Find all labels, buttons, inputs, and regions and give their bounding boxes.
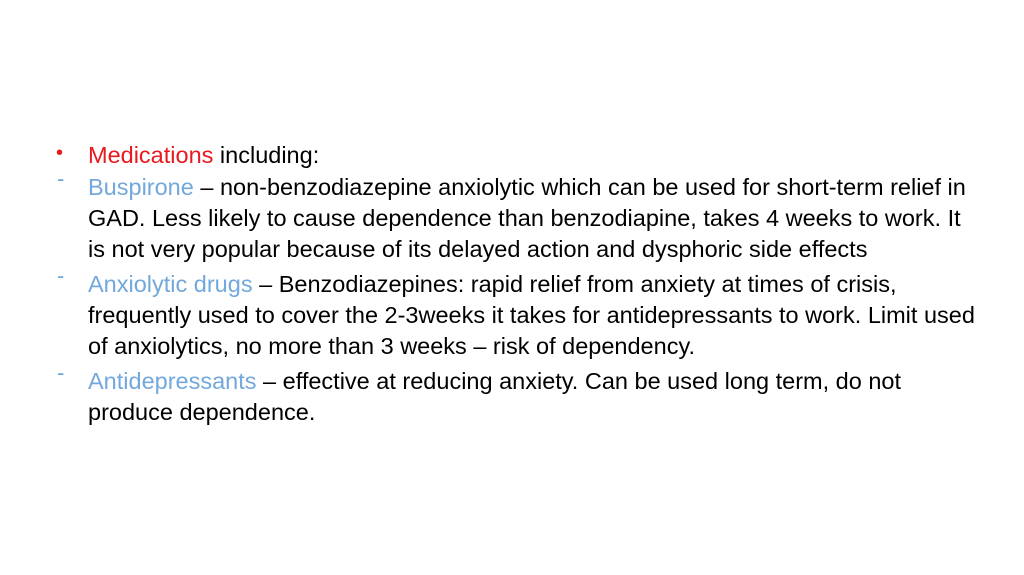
item-text: – Benzodiazepines: rapid relief from anxiety at times of crisis, frequently used to cover the 2-3weeks it takes for antidepressants to work. Limit used of anxiolytics, no more than 3 weeks – risk of dependency. — [88, 271, 975, 359]
dash-marker-icon: - — [57, 263, 65, 288]
dash-marker-icon: - — [57, 166, 65, 191]
bullet-item-anxiolytic-drugs — [56, 263, 976, 362]
item-text: including: — [213, 142, 320, 168]
keyword-antidepressants: Antidepressants — [88, 368, 257, 394]
bullet-item-medications — [56, 140, 976, 171]
keyword-medications: Medications — [88, 142, 214, 168]
keyword-anxiolytic-drugs: Anxiolytic drugs — [88, 271, 253, 297]
bullet-dot-icon: • — [56, 142, 64, 164]
keyword-buspirone: Buspirone — [88, 174, 194, 200]
dash-marker-icon: - — [57, 360, 65, 385]
bullet-item-buspirone — [56, 166, 976, 265]
bullet-item-antidepressants — [56, 360, 976, 428]
bullet-list — [56, 140, 976, 432]
item-text: – non-benzodiazepine anxiolytic which can be used for short-term relief in GAD. Less likely to cause dependence than benzodiapine, takes 4 weeks to work. It is not very popular because of its delayed action and dysphoric side effects — [88, 174, 966, 262]
item-text: – effective at reducing anxiety. Can be used long term, do not produce dependence. — [88, 368, 902, 425]
